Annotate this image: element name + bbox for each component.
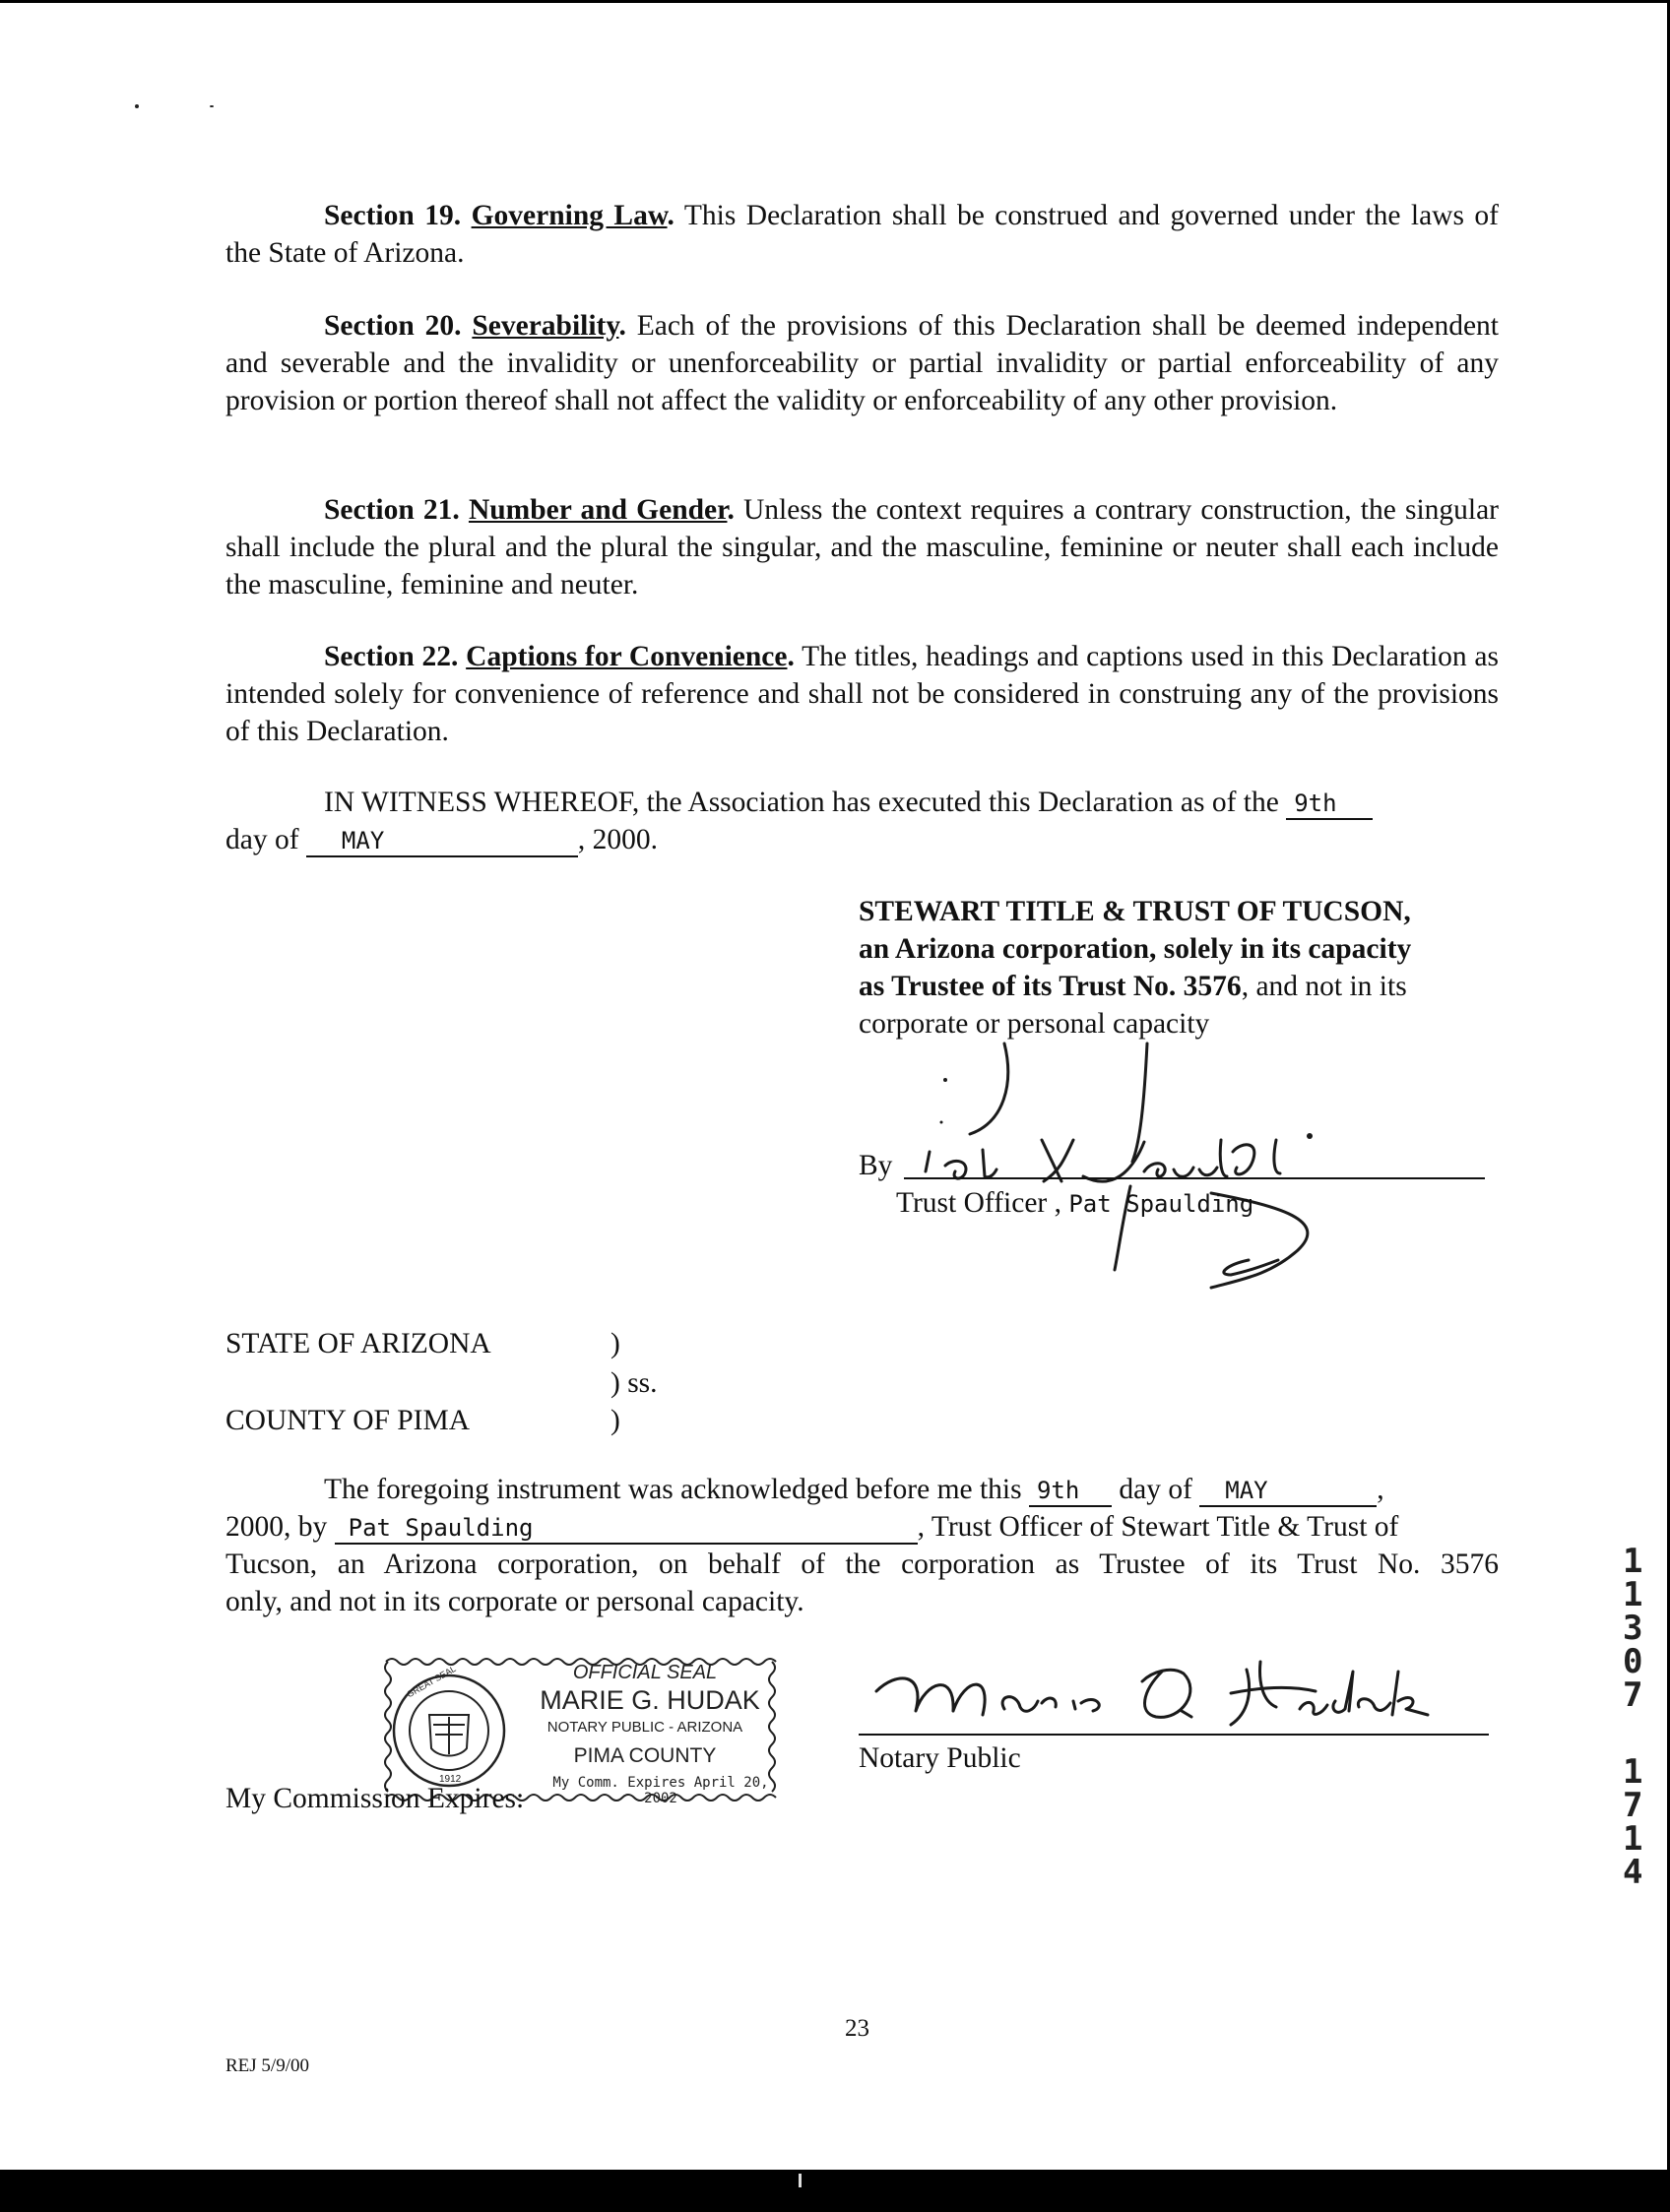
ack-text-3: , Trust Officer of Stewart Title & Trust of [917, 1511, 1399, 1543]
seal-line-5: My Comm. Expires April 20, 2002 [552, 1775, 769, 1806]
ack-line-1: The foregoing instrument was acknowledged before me this 9th day of MAY , [324, 1474, 1384, 1505]
section-title: Captions for Convenience [466, 641, 788, 672]
notary-signature-line [859, 1734, 1489, 1736]
witness-year: , 2000. [577, 824, 659, 855]
ack-text-1: The foregoing instrument was acknowledged before me this [324, 1474, 1022, 1505]
seal-line-2: MARIE G. HUDAK [540, 1685, 760, 1715]
witness-line [324, 784, 1373, 821]
trustee-line-1: STEWART TITLE & TRUST OF TUCSON, [859, 896, 1411, 927]
notary-label: Notary Public [859, 1742, 1021, 1774]
trustee-line-2: an Arizona corporation, solely in its capacity [859, 933, 1412, 965]
ack-day-field: 9th [1029, 1476, 1112, 1507]
section-title: Number and Gender [468, 494, 728, 526]
section-19: Section 19. Governing Law. This Declaration shall be construed and governed under the laws of the State of Arizona. [225, 200, 1499, 269]
section-title: Severability [472, 310, 619, 342]
section-22: Section 22. Captions for Convenience. The titles, headings and captions used in this Declaration as intended solely for convenience of reference and shall not be considered in construing any of the provisions of this Declaration. [225, 641, 1499, 747]
section-20: Section 20. Severability. Each of the provisions of this Declaration shall be deemed independent and severable and the invalidity or unenforceability or partial invalidity or partial enforceability of any provision or portion thereof shall not affect the validity or enforceability of any other provision. [225, 310, 1499, 416]
recording-stamp-digit: 1 [1623, 1575, 1643, 1614]
section-title: Governing Law [471, 200, 668, 231]
section-body: This Declaration shall be construed and governed under the laws of the State of Arizona. [225, 200, 1499, 269]
ack-name-field: Pat Spaulding [335, 1513, 918, 1545]
commission-label: My Commission Expires: [225, 1783, 525, 1814]
section-body: Each of the provisions of this Declaration shall be deemed independent and severable and the invalidity or unenforceability or partial invalidity or partial enforceability of any provision or portion thereof shall not affect the validity or enforceability of any other provision. [225, 310, 1499, 416]
page-number: 23 [845, 2015, 869, 2042]
recording-stamp-digit: 4 [1623, 1853, 1643, 1892]
venue-state: STATE OF ARIZONA [225, 1328, 491, 1359]
recording-stamp-digit: 3 [1623, 1609, 1643, 1648]
witness-month-field: MAY [306, 826, 578, 857]
scan-speck [210, 105, 214, 107]
by-label: By [859, 1150, 893, 1181]
seal-line-1: OFFICIAL SEAL [572, 1662, 718, 1683]
witness-text: IN WITNESS WHEREOF, the Association has executed this Declaration as of the [324, 787, 1279, 818]
recording-stamp-digit: 7 [1623, 1786, 1643, 1825]
venue-ss: ) ss. [610, 1367, 658, 1399]
scan-edge-top [0, 0, 1670, 3]
venue-paren-open: ) [610, 1328, 620, 1359]
ack-line-4: only, and not in its corporate or personal capacity. [225, 1586, 804, 1617]
venue-paren-close: ) [610, 1405, 620, 1436]
section-label: Section 20. [324, 310, 462, 342]
svg-text:GREAT SEAL: GREAT SEAL [405, 1663, 458, 1700]
seal-line-4: PIMA COUNTY [573, 1744, 717, 1767]
witness-date-line [225, 821, 658, 858]
svg-text:1912: 1912 [439, 1774, 462, 1785]
ack-month-field: MAY [1199, 1476, 1377, 1507]
recording-stamp-digit: 1 [1623, 1752, 1643, 1792]
trustee-line-4: corporate or personal capacity [859, 1008, 1210, 1040]
trustee-line-3-rest: , and not in its [1241, 971, 1407, 1002]
trust-officer-signature [886, 1024, 1438, 1319]
section-body: The titles, headings and captions used in this Declaration as intended solely for convenience of reference and shall not be considered in construing any of the provisions of this Declaration. [225, 641, 1499, 747]
ack-line-2 [225, 1508, 1398, 1546]
signature-line [904, 1177, 1485, 1179]
section-label: Section 22. [324, 641, 459, 672]
witness-day-prefix: day of [225, 824, 299, 855]
witness-day-field: 9th [1286, 789, 1373, 820]
venue-county: COUNTY OF PIMA [225, 1405, 471, 1436]
scan-speck [135, 104, 139, 108]
trustee-line-3: as Trustee of its Trust No. 3576 [859, 971, 1242, 1002]
officer-name: Pat Spaulding [1068, 1190, 1254, 1218]
section-label: Section 21. [324, 494, 460, 526]
section-21: Section 21. Number and Gender. Unless the context requires a contrary construction, the singular shall include the plural and the plural the singular, and the masculine, feminine or neuter shall each include the masculine, feminine and neuter. [225, 494, 1499, 600]
footer-ref: REJ 5/9/00 [225, 2055, 309, 2076]
ack-text-2: day of [1119, 1474, 1192, 1505]
scan-mark [799, 2174, 802, 2187]
recording-stamp-digit: 0 [1623, 1642, 1643, 1681]
officer-caption [896, 1184, 1253, 1223]
recording-stamp-digit: 7 [1623, 1675, 1643, 1715]
recording-stamp-digit: 1 [1623, 1819, 1643, 1859]
section-label: Section 19. [324, 200, 462, 231]
section-body: Unless the context requires a contrary construction, the singular shall include the plural and the plural the singular, and the masculine, feminine or neuter shall each include the masculine, feminine and neuter. [225, 494, 1499, 600]
scan-edge-bottom [0, 2170, 1670, 2212]
recording-stamp-digit: 1 [1623, 1542, 1643, 1581]
notary-signature [867, 1652, 1497, 1750]
officer-title: Trust Officer , [896, 1187, 1061, 1219]
ack-year-by: 2000, by [225, 1511, 328, 1543]
seal-line-3: NOTARY PUBLIC - ARIZONA [546, 1719, 743, 1736]
trustee-block [859, 893, 1489, 1043]
ack-line-3: Tucson, an Arizona corporation, on behalf of the corporation as Trustee of its Trust No. 3576 [225, 1548, 1499, 1580]
